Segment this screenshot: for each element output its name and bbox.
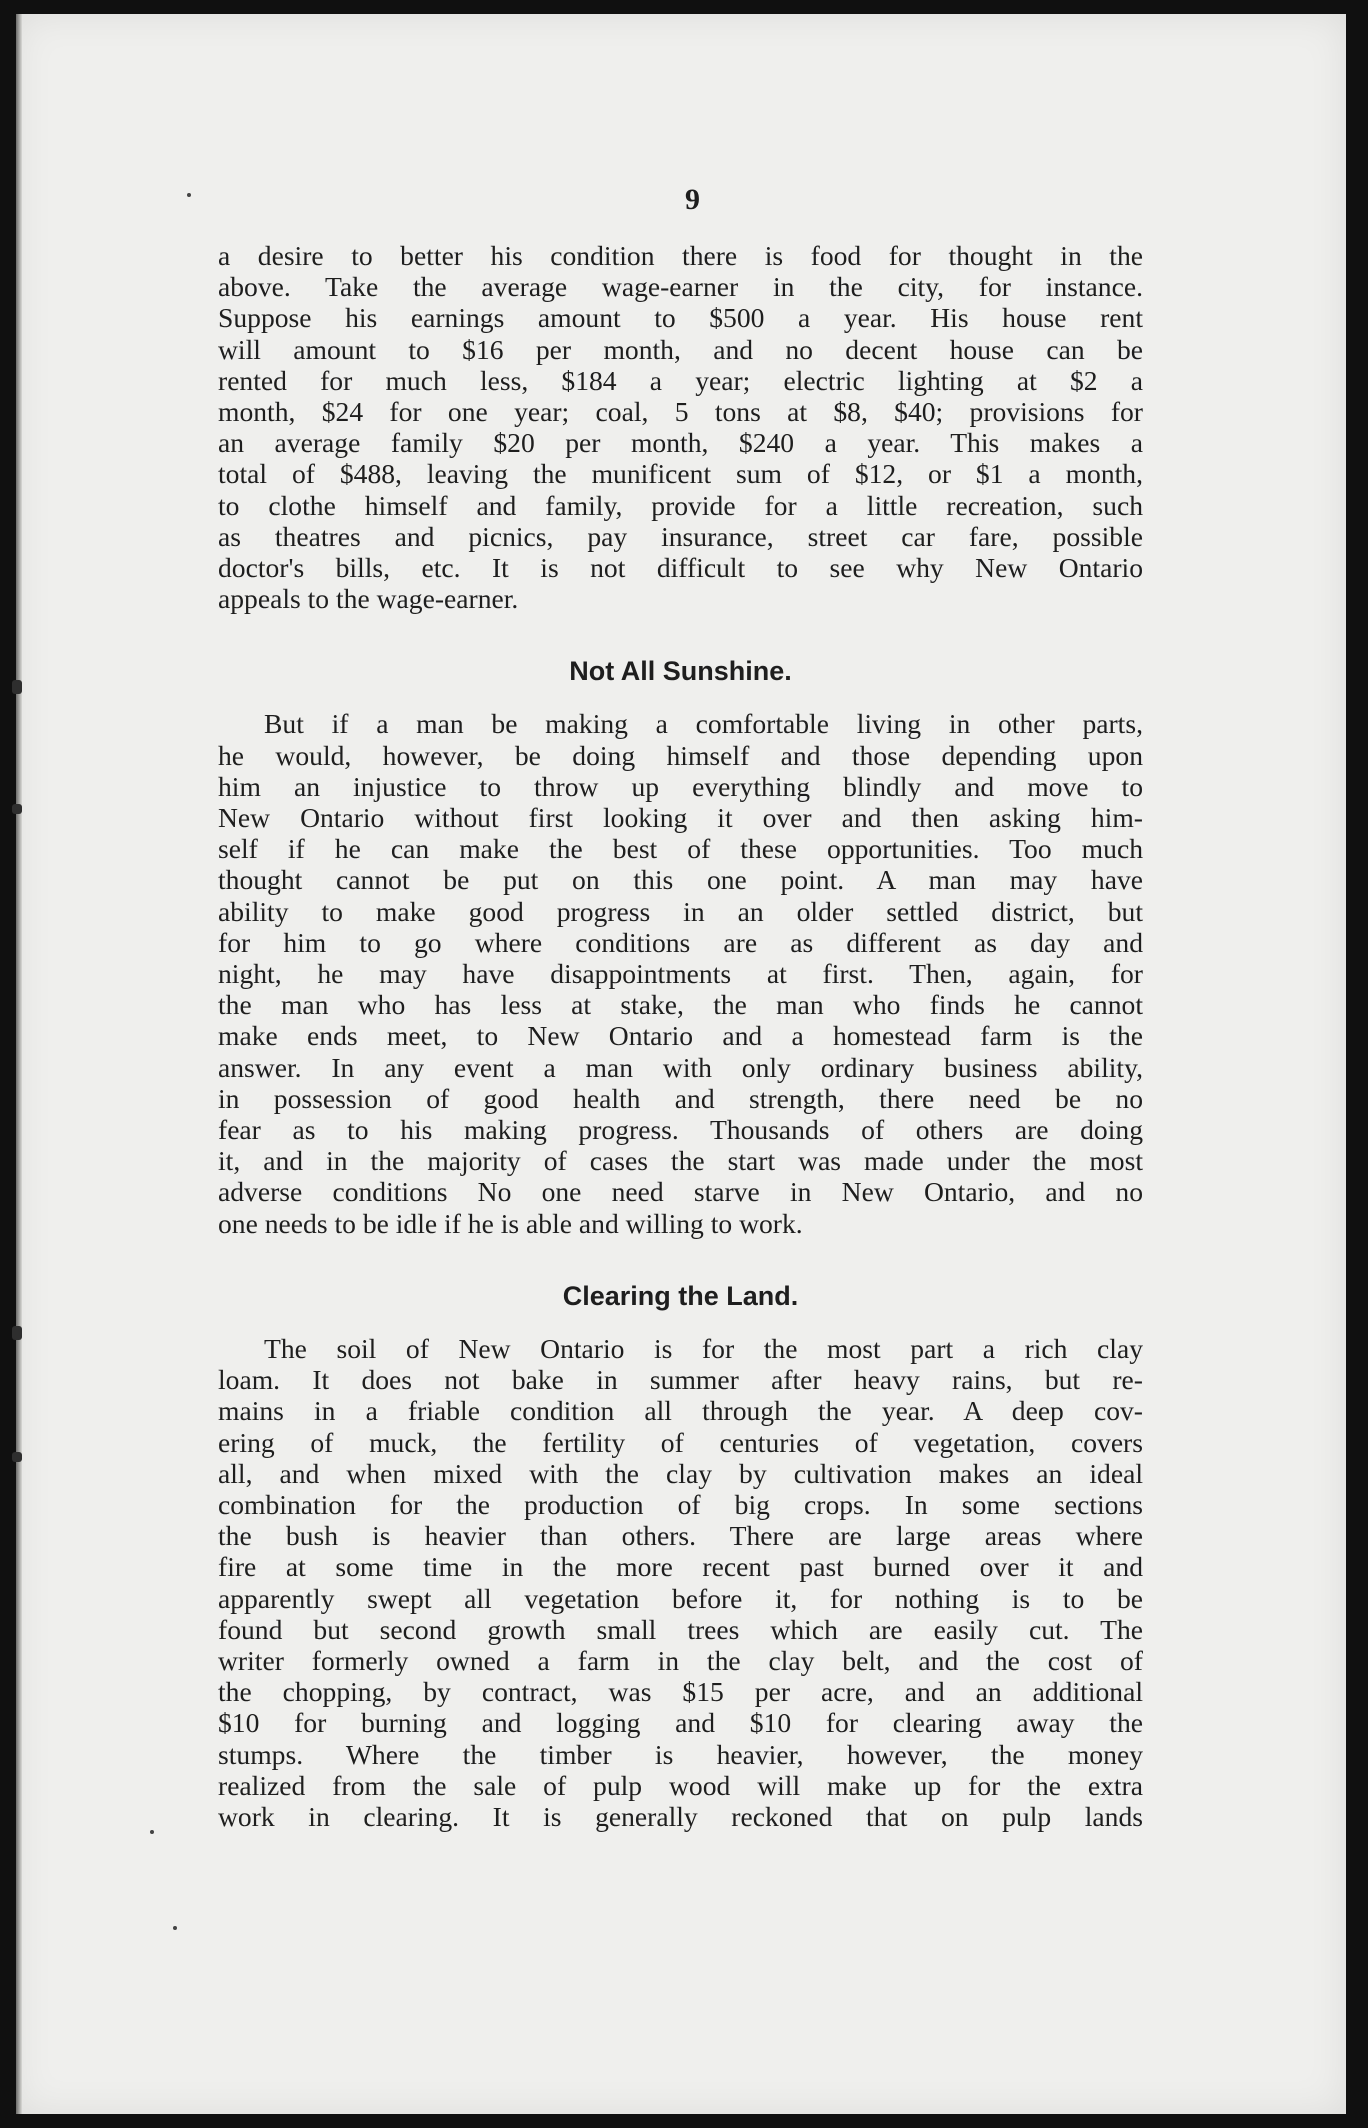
binding-mark — [12, 680, 22, 694]
text-line: self if he can make the best of these opportunities. Too much — [218, 833, 1143, 865]
paper-speck — [150, 1830, 154, 1834]
text-line: ability to make good progress in an older settled district, but — [218, 895, 1143, 927]
text-line: above. Take the average wage-earner in the city, for instance. — [218, 271, 1143, 303]
text-line: as theatres and picnics, pay insurance, street car fare, possible — [218, 520, 1143, 552]
text-line: it, and in the majority of cases the start was made under the most — [218, 1145, 1143, 1177]
text-line: rented for much less, $184 a year; electric lighting at $2 a — [218, 364, 1143, 396]
text-line: fire at some time in the more recent past burned over it and — [218, 1551, 1143, 1583]
text-line: But if a man be making a comfortable living in other parts, — [264, 708, 1143, 740]
text-line: doctor's bills, etc. It is not difficult to see why New Ontario — [218, 552, 1143, 584]
text-line: work in clearing. It is generally reckoned that on pulp lands — [218, 1800, 1143, 1832]
text-line: apparently swept all vegetation before it, for nothing is to be — [218, 1582, 1143, 1614]
text-line: realized from the sale of pulp wood will make up for the extra — [218, 1769, 1143, 1801]
text-line: him an injustice to throw up everything blindly and move to — [218, 770, 1143, 802]
text-line: a desire to better his condition there is food for thought in the — [218, 240, 1143, 271]
text-line: ering of muck, the fertility of centuries of vegetation, covers — [218, 1426, 1143, 1458]
text-line: total of $488, leaving the munificent sum of $12, or $1 a month, — [218, 458, 1143, 490]
text-line: The soil of New Ontario is for the most part a rich clay — [264, 1332, 1143, 1364]
text-line: $10 for burning and logging and $10 for clearing away the — [218, 1707, 1143, 1739]
paper-speck — [187, 193, 191, 197]
text-column — [218, 180, 1143, 1832]
text-line: writer formerly owned a farm in the clay belt, and the cost of — [218, 1644, 1143, 1676]
page-number: 9 — [685, 183, 700, 216]
text-line: found but second growth small trees which are easily cut. The — [218, 1613, 1143, 1645]
binding-mark — [12, 1452, 22, 1462]
text-line: night, he may have disappointments at first. Then, again, for — [218, 958, 1143, 990]
binding-mark — [12, 1326, 22, 1340]
paragraph-continuation — [218, 240, 1143, 614]
text-line: Suppose his earnings amount to $500 a year. His house rent — [218, 302, 1143, 334]
text-line: to clothe himself and family, provide for a little recreation, such — [218, 489, 1143, 521]
page-binding-edge — [16, 14, 22, 2114]
text-line: make ends meet, to New Ontario and a homestead farm is the — [218, 1020, 1143, 1052]
text-line: he would, however, be doing himself and those depending upon — [218, 739, 1143, 771]
paper-speck — [173, 1926, 177, 1930]
section-heading-not-all-sunshine: Not All Sunshine. — [569, 656, 792, 687]
text-line: an average family $20 per month, $240 a year. This makes a — [218, 427, 1143, 459]
text-line: fear as to his making progress. Thousands of others are doing — [218, 1114, 1143, 1146]
text-line: thought cannot be put on this one point. A man may have — [218, 864, 1143, 896]
text-line: New Ontario without first looking it over and then asking him- — [218, 802, 1143, 834]
section-heading-clearing-the-land: Clearing the Land. — [562, 1280, 799, 1311]
text-line: the bush is heavier than others. There are large areas where — [218, 1520, 1143, 1552]
text-line: appeals to the wage-earner. — [218, 583, 519, 615]
text-line: the man who has less at stake, the man who finds he cannot — [218, 989, 1143, 1021]
paragraph-not-all-sunshine — [218, 708, 1143, 1238]
paragraph-clearing-the-land — [218, 1333, 1143, 1832]
text-line: adverse conditions No one need starve in New Ontario, and no — [218, 1176, 1143, 1208]
text-line: combination for the production of big crops. In some sections — [218, 1488, 1143, 1520]
text-line: month, $24 for one year; coal, 5 tons at $8, $40; provisions for — [218, 396, 1143, 428]
text-line: mains in a friable condition all through the year. A deep cov- — [218, 1395, 1143, 1427]
text-line: stumps. Where the timber is heavier, however, the money — [218, 1738, 1143, 1770]
text-line: all, and when mixed with the clay by cultivation makes an ideal — [218, 1457, 1143, 1489]
text-line: will amount to $16 per month, and no decent house can be — [218, 333, 1143, 365]
text-line: loam. It does not bake in summer after heavy rains, but re- — [218, 1364, 1143, 1396]
text-line: answer. In any event a man with only ordinary business ability, — [218, 1051, 1143, 1083]
text-line: for him to go where conditions are as different as day and — [218, 926, 1143, 958]
text-line: one needs to be idle if he is able and willing to work. — [218, 1207, 803, 1239]
binding-mark — [12, 804, 22, 814]
text-line: in possession of good health and strength, there need be no — [218, 1082, 1143, 1114]
text-line: the chopping, by contract, was $15 per acre, and an additional — [218, 1676, 1143, 1708]
